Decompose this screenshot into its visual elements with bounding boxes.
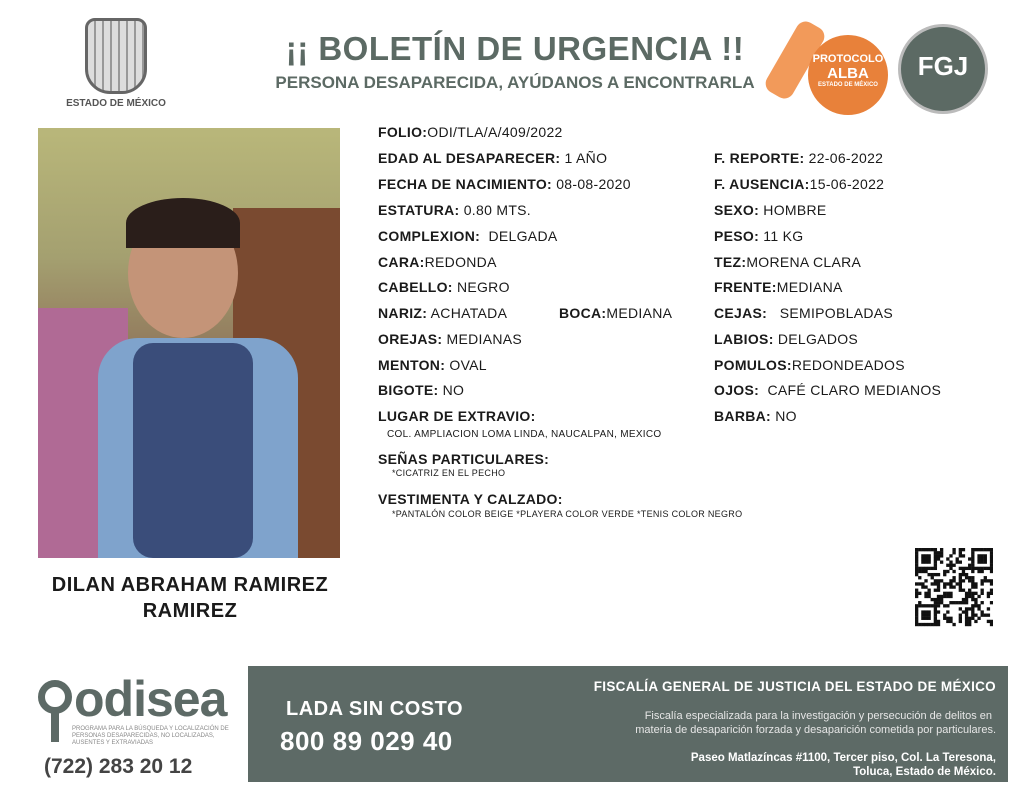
field-lugar-label: LUGAR DE EXTRAVIO: — [378, 408, 536, 424]
field-barba: BARBA: NO — [714, 408, 797, 424]
field-lugar-value: COL. AMPLIACION LOMA LINDA, NAUCALPAN, MEXICO — [387, 429, 662, 440]
odisea-phone: (722) 283 20 12 — [44, 755, 193, 778]
magnifier-pin-icon — [38, 680, 72, 714]
field-nariz: NARIZ: ACHATADA — [378, 305, 508, 321]
field-nacimiento: FECHA DE NACIMIENTO: 08-08-2020 — [378, 176, 631, 192]
person-name-line1: DILAN ABRAHAM RAMIREZ — [51, 574, 329, 596]
fgj-logo: FGJ — [898, 24, 988, 114]
field-estatura: ESTATURA: 0.80 MTS. — [378, 202, 531, 218]
lada-label: LADA SIN COSTO — [286, 698, 464, 720]
alba-line2: ALBA — [827, 65, 869, 82]
field-complexion: COMPLEXION: DELGADA — [378, 228, 558, 244]
odisea-logo: odisea PROGRAMA PARA LA BÚSQUEDA Y LOCALIZACIÓN DE PERSONAS DESAPARECIDAS, NO LOCALIZADAS, AUSENTES Y EXTRAVIADAS — [36, 676, 236, 756]
lada-number[interactable]: 800 89 029 40 — [280, 726, 453, 756]
alba-line1: PROTOCOLO — [812, 53, 884, 65]
field-sexo: SEXO: HOMBRE — [714, 202, 827, 218]
field-frente: FRENTE:MEDIANA — [714, 279, 843, 295]
bulletin-title: ¡¡ BOLETÍN DE URGENCIA !! — [285, 30, 745, 67]
fiscalia-title: FISCALÍA GENERAL DE JUSTICIA DEL ESTADO DE MÉXICO — [593, 679, 996, 694]
field-ojos: OJOS: CAFÉ CLARO MEDIANOS — [714, 382, 942, 398]
field-menton: MENTON: OVAL — [378, 357, 487, 373]
field-vestimenta-value: *PANTALÓN COLOR BEIGE *PLAYERA COLOR VERDE *TENIS COLOR NEGRO — [392, 509, 743, 519]
address-line-2: Toluca, Estado de México. — [853, 766, 996, 778]
address-line-1: Paseo Matlazíncas #1100, Tercer piso, Col. La Teresona, — [690, 752, 996, 764]
field-tez: TEZ:MORENA CLARA — [714, 254, 862, 270]
field-senas-label: SEÑAS PARTICULARES: — [378, 451, 550, 467]
state-logo-text: ESTADO DE MÉXICO — [66, 98, 166, 109]
fiscalia-desc-1: Fiscalía especializada para la investigación y persecución de delitos en — [644, 710, 992, 722]
field-orejas: OREJAS: MEDIANAS — [378, 331, 523, 347]
state-coat-of-arms — [85, 18, 147, 94]
field-pomulos: POMULOS:REDONDEADOS — [714, 357, 905, 373]
field-cejas: CEJAS: SEMIPOBLADAS — [714, 305, 894, 321]
missing-person-photo — [38, 128, 340, 558]
field-folio: FOLIO:ODI/TLA/A/409/2022 — [378, 124, 563, 140]
fiscalia-desc-2: materia de desaparición forzada y desaparición cometida por particulares. — [635, 724, 996, 736]
field-peso: PESO: 11 KG — [714, 228, 804, 244]
field-reporte: F. REPORTE: 22-06-2022 — [714, 150, 884, 166]
field-boca: BOCA:MEDIANA — [559, 305, 673, 321]
qr-code[interactable] — [915, 548, 993, 628]
field-cabello: CABELLO: NEGRO — [378, 279, 510, 295]
field-vestimenta-label: VESTIMENTA Y CALZADO: — [378, 491, 563, 507]
bulletin-subtitle: PERSONA DESAPARECIDA, AYÚDANOS A ENCONTRARLA — [275, 73, 755, 92]
person-name-line2: RAMIREZ — [142, 600, 238, 622]
field-labios: LABIOS: DELGADOS — [714, 331, 859, 347]
field-bigote: BIGOTE: NO — [378, 382, 465, 398]
protocolo-alba-logo — [790, 30, 885, 115]
field-senas-value: *CICATRIZ EN EL PECHO — [392, 468, 506, 478]
field-edad: EDAD AL DESAPARECER: 1 AÑO — [378, 150, 608, 166]
contact-footer — [248, 666, 1008, 782]
field-ausencia: F. AUSENCIA:15-06-2022 — [714, 176, 885, 192]
field-cara: CARA:REDONDA — [378, 254, 497, 270]
alba-line3: ESTADO DE MÉXICO — [818, 82, 878, 88]
